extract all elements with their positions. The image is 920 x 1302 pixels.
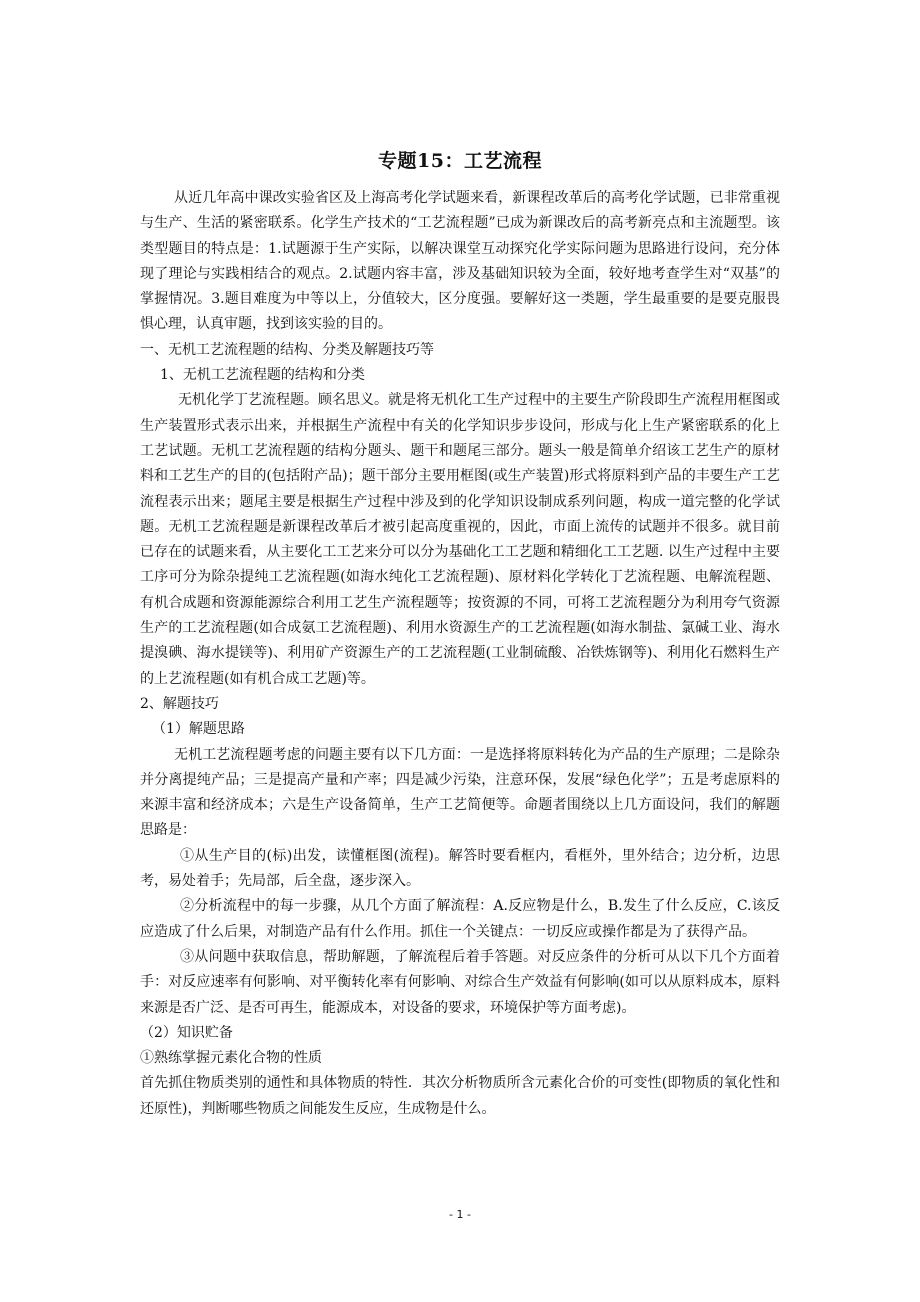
knowledge-1-heading: ①熟练掌握元素化合物的性质 (140, 1050, 322, 1067)
step-1-paragraph: ①从生产目的(标)出发，读懂框图(流程)。解答时要看框内，看框外，里外结合；边分析，边思考，易处着手；先局部，后全盘，逐步深入。 (140, 847, 780, 890)
subsection-heading-1: 1、无机工艺流程题的结构和分类 (160, 367, 365, 384)
subsection-heading-2: 2、解题技巧 (140, 695, 219, 712)
intro-paragraph: 从近几年高中课改实验省区及上海高考化学试题来看，新课程改革后的高考化学试题，已非常重视与生产、生活的紧密联系。化学生产技术的“工艺流程题”已成为新课改后的高考新亮点和主流题型。该类型题目的特点是：1.试题源于生产实际，以解决课堂互动探究化学实际问题为思路进行设问，充分体现了理论与实践相结合的观点。2.试题内容丰富，涉及基础知识较为全面，较好地考查学生对“双基”的掌握情况。3.题目难度为中等以上，分值较大，区分度强。要解好这一类题，学生最重要的是要克服畏惧心理，认真审题，找到该实验的目的。 (140, 190, 780, 333)
subsection-heading-2-1: （1）解题思路 (152, 721, 245, 738)
subsection-2-1-body: 无机工艺流程题考虑的问题主要有以下几方面：一是选择将原料转化为产品的生产原理；二是除杂并分离提纯产品；三是提高产量和产率；四是减少污染，注意环保，发展“绿色化学”；五是考虑原料的来源丰富和经济成本；六是生产设备简单，生产工艺简便等。命题者围绕以上几方面设问，我们的解题思路是： (140, 746, 780, 839)
subsection-1-body: 无机化学丁艺流程题。顾名思义。就是将无机化工生产过程中的主要生产阶段即生产流程用框图或生产装置形式表示出来，并根据生产流程中有关的化学知识步步设问，形成与化上生产紧密联系的化上工艺试题。无机工艺流程题的结构分题头、题干和题尾三部分。题头一般是简单介绍该工艺生产的原材料和工艺生产的目的(包括附产品)；题干部分主要用框图(或生产装置)形式将原料到产品的丰要生产工艺流程表示出来；题尾主要是根据生产过程中涉及到的化学知识设制成系列问题，构成一道完整的化学试题。无机工艺流程题是新课程改革后才被引起高度重视的，因此，市面上流传的试题并不很多。就目前已存在的试题来看，从主要化工工艺来分可以分为基础化工工艺题和精细化工工艺题. 以生产过程中主要工序可分为除杂提纯工艺流程题(如海水纯化工艺流程题)、原材料化学转化丁艺流程题、电解流程题、有机合成题和资源能源综合利用工艺生产流程题等；按资源的不同，可将工艺流程题分为利用夸气资源生产的工艺流程题(如合成氨工艺流程题)、利用水资源生产的工艺流程题(如海水制盐、氯碱工业、海水提溴碘、海水提镁等)、利用矿产资源生产的工艺流程题(工业制硫酸、冶铁炼钢等)、利用化石燃料生产的上艺流程题(如有机合成工艺题)等。 (140, 392, 780, 687)
step-2-paragraph: ②分析流程中的每一步骤，从几个方面了解流程：A.反应物是什么，B.发生了什么反应，C.该反应造成了什么后果，对制造产品有什么作用。抓住一个关键点：一切反应或操作都是为了获得产品。 (140, 898, 780, 940)
step-3-paragraph: ③从问题中获取信息，帮助解题，了解流程后着手答题。对反应条件的分析可从以下几个方面着手：对反应速率有何影响、对平衡转化率有何影响、对综合生产效益有何影响(如可以从原料成本，原料来源是否广泛、是否可再生，能源成本，对设备的要求，环境保护等方面考虑)。 (140, 948, 780, 1016)
document-title: 专题15：工艺流程 (378, 150, 542, 172)
subsection-heading-2-2: （2）知识贮备 (140, 1024, 233, 1041)
knowledge-1-body: 首先抓住物质类别的通性和具体物质的特性．其次分析物质所含元素化合价的可变性(即物质的氧化性和还原性)，判断哪些物质之间能发生反应，生成物是什么。 (140, 1075, 780, 1117)
page-number: - 1 - (449, 1208, 471, 1221)
section-heading-1: 一、无机工艺流程题的结构、分类及解题技巧等 (140, 341, 434, 358)
document-body (140, 186, 780, 1122)
